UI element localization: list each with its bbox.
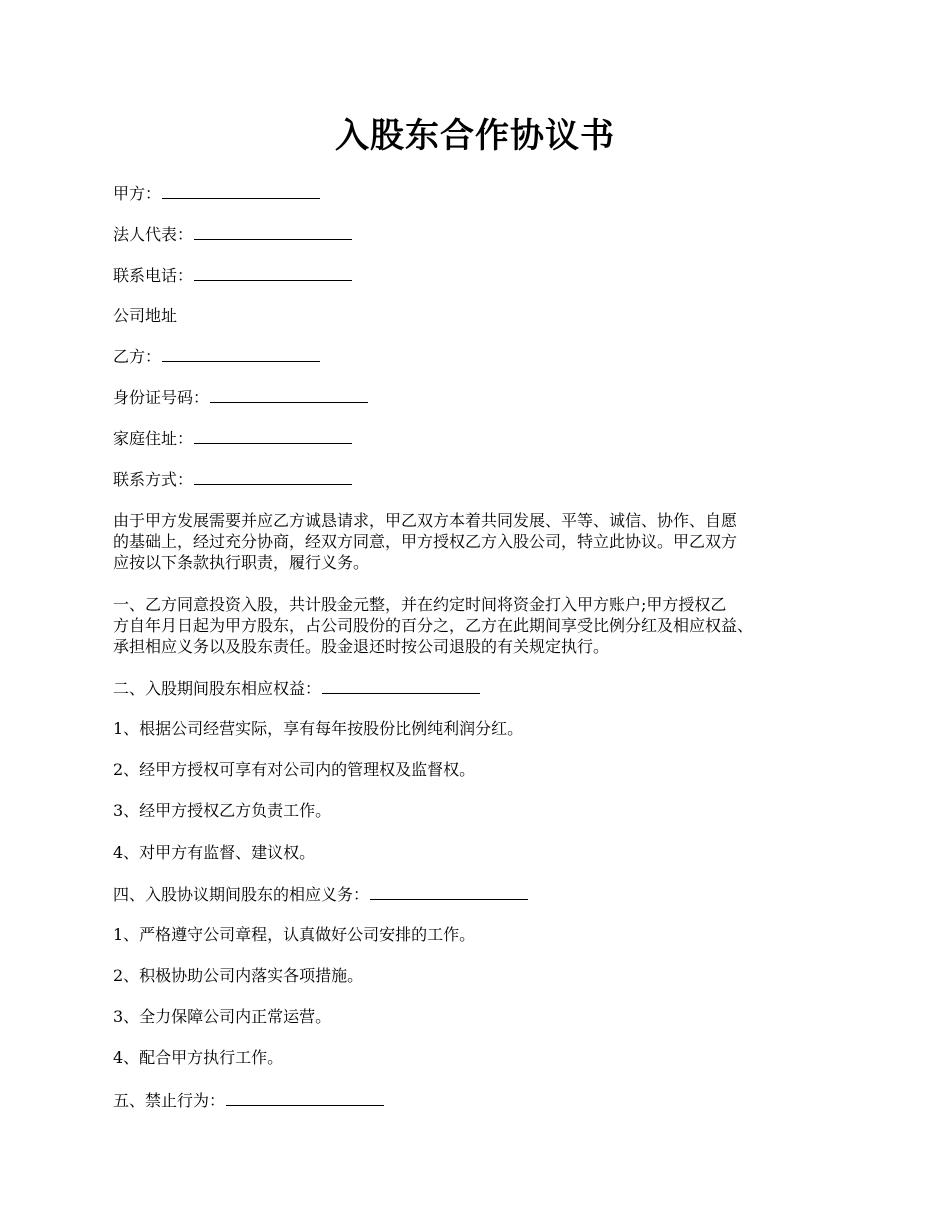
fill-in-blank [162,182,320,199]
field-label: 甲方： [113,184,162,203]
rights-item: 2、经甲方授权可享有对公司内的管理权及监督权。 [113,760,476,779]
field-legal-representative [113,223,352,246]
field-phone [113,264,352,287]
section-heading-text: 四、入股协议期间股东的相应义务： [113,885,370,904]
field-label: 法人代表： [113,225,194,244]
rights-item: 3、经甲方授权乙方负责工作。 [113,801,332,820]
fill-in-blank [194,468,352,485]
paragraph-line: 承担相应义务以及股东责任。股金退还时按公司退股的有关规定执行。 [113,637,610,656]
document-title: 入股东合作协议书 [335,116,615,156]
section-4-heading [113,883,528,906]
field-home-address [113,427,352,450]
field-label: 身份证号码： [113,388,210,407]
duties-item: 3、全力保障公司内正常运营。 [113,1007,332,1026]
field-label: 乙方： [113,347,162,366]
field-company-address [113,305,177,327]
field-label: 公司地址 [113,306,178,325]
field-party-a [113,182,320,205]
field-label: 家庭住址： [113,429,194,448]
fill-in-blank [226,1089,384,1106]
section-2-heading [113,677,480,700]
paragraph-line: 一、乙方同意投资入股，共计股金元整，并在约定时间将资金打入甲方账户;甲方授权乙 [113,595,727,614]
fill-in-blank [210,386,368,403]
paragraph-line: 的基础上，经过充分协商，经双方同意，甲方授权乙方入股公司，特立此协议。甲乙双方 [113,532,738,551]
section-5-heading [113,1089,384,1112]
field-contact [113,468,352,491]
duties-item: 4、配合甲方执行工作。 [113,1048,284,1067]
fill-in-blank [322,677,480,694]
field-label: 联系方式： [113,470,194,489]
fill-in-blank [162,345,320,362]
duties-item: 2、积极协助公司内落实各项措施。 [113,966,364,985]
clause-1-paragraph [113,594,843,657]
fill-in-blank [194,223,352,240]
paragraph-line: 应按以下条款执行职责，履行义务。 [113,553,370,572]
field-id-number [113,386,368,409]
paragraph-line: 由于甲方发展需要并应乙方诚恳请求，甲乙双方本着共同发展、平等、诚信、协作、自愿 [113,511,738,530]
section-heading-text: 五、禁止行为： [113,1091,226,1110]
fill-in-blank [370,883,528,900]
paragraph-line: 方自年月日起为甲方股东，占公司股份的百分之，乙方在此期间享受比例分红及相应权益、 [113,616,754,635]
intro-paragraph [113,510,843,573]
fill-in-blank [194,427,352,444]
rights-item: 4、对甲方有监督、建议权。 [113,843,316,862]
field-label: 联系电话： [113,266,194,285]
fill-in-blank [194,264,352,281]
rights-item: 1、根据公司经营实际，享有每年按股份比例纯利润分红。 [113,719,524,738]
field-party-b [113,345,320,368]
duties-item: 1、严格遵守公司章程，认真做好公司安排的工作。 [113,925,476,944]
section-heading-text: 二、入股期间股东相应权益： [113,679,322,698]
